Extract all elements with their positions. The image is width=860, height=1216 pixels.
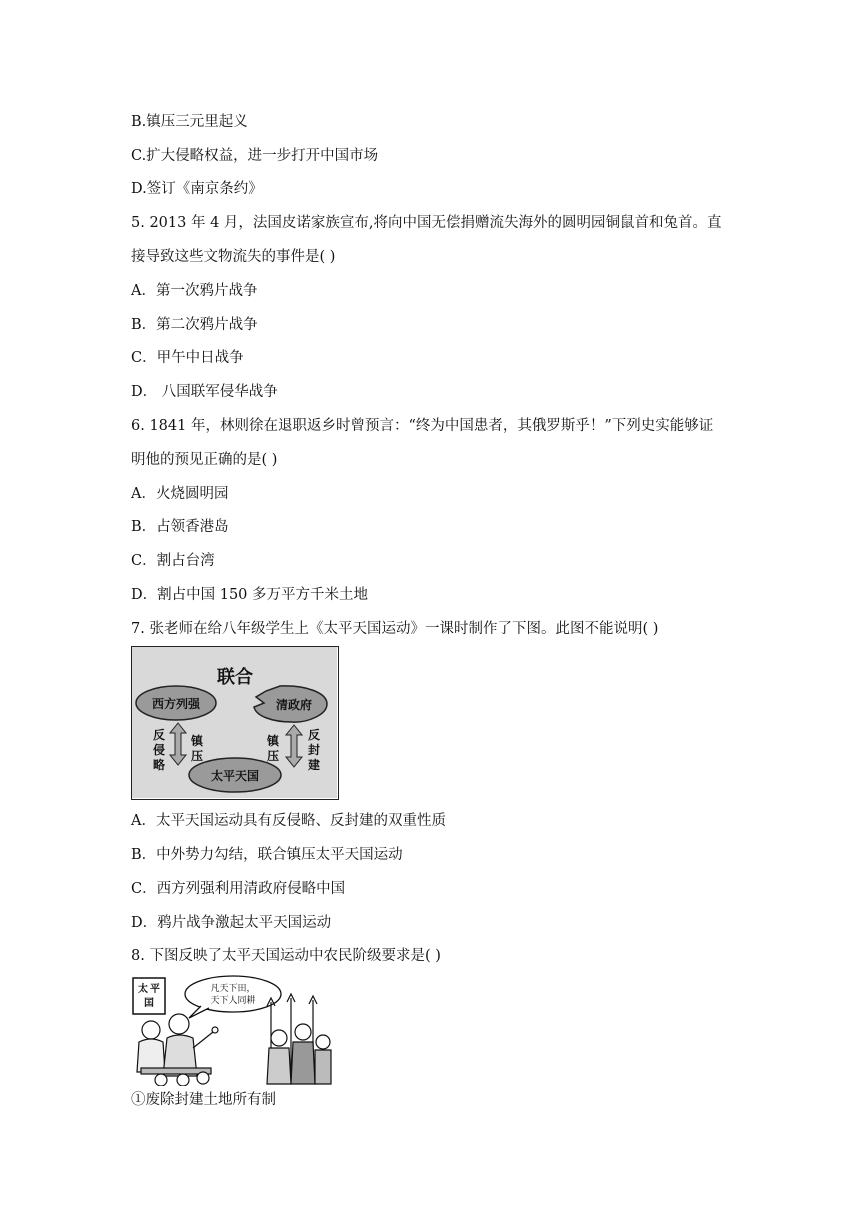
flag-label: 囯: [144, 998, 154, 1009]
svg-text:反封建: [308, 727, 320, 772]
diagram-label-anti-feudal: 建: [307, 758, 321, 772]
question-8: 8. 下图反映了太平天国运动中农民阶级要求是( ): [131, 948, 441, 964]
speech-line-2: 天下人同耕: [210, 996, 256, 1006]
diagram-label-suppress-left: 镇: [190, 734, 204, 748]
option-4c: C.扩大侵略权益，进一步打开中国市场: [131, 148, 379, 164]
question-7: 7. 张老师在给八年级学生上《太平天国运动》一课时制作了下图。此图不能说明( ): [131, 621, 659, 637]
diagram-node-qing-government: 清政府: [275, 698, 313, 712]
option-6a: A．火烧圆明园: [131, 486, 229, 502]
option-6b: B．占领香港岛: [131, 519, 229, 535]
option-5a: A．第一次鸦片战争: [131, 283, 258, 299]
diagram-node-western-powers: 西方列强: [151, 697, 201, 711]
question-5-line-1: 5. 2013 年 4 月，法国皮诺家族宣布,将向中国无偿捐赠流失海外的圆明园铜鼠首和兔首。直: [131, 215, 722, 231]
option-6d: D．割占中国 150 多万平方千米土地: [131, 587, 369, 603]
diagram-node-taiping: 太平天国: [210, 769, 260, 783]
statement-1: ①废除封建土地所有制: [131, 1092, 276, 1108]
option-7a: A．太平天国运动具有反侵略、反封建的双重性质: [131, 813, 446, 829]
diagram-label-suppress-right: 压: [266, 749, 280, 763]
question-5-line-2: 接导致这些文物流失的事件是( ): [131, 249, 336, 265]
option-5c: C．甲午中日战争: [131, 350, 244, 366]
taiping-land-cartoon: [131, 972, 333, 1086]
option-4d: D.签订《南京条约》: [131, 181, 263, 197]
option-5d: D． 八国联军侵华战争: [131, 384, 278, 400]
diagram-title: 联合: [217, 667, 253, 688]
flag-label: 平: [150, 984, 160, 995]
diagram-label-anti-feudal: 封: [307, 743, 321, 757]
option-5b: B．第二次鸦片战争: [131, 317, 258, 333]
speech-line-1: 凡天下田，: [210, 984, 256, 994]
svg-text:反侵略: [153, 727, 166, 772]
option-6c: C．割占台湾: [131, 553, 215, 569]
option-7b: B．中外势力勾结，联合镇压太平天国运动: [131, 847, 403, 863]
question-6-line-1: 6. 1841 年，林则徐在退职返乡时曾预言：“终为中国患者，其俄罗斯乎！”下列史实能够证: [131, 418, 714, 434]
option-7d: D．鸦片战争激起太平天国运动: [131, 915, 332, 931]
diagram-label-anti-aggression: 略: [152, 758, 166, 772]
flag-label: 太: [138, 984, 148, 995]
option-7c: C．西方列强利用清政府侵略中国: [131, 881, 346, 897]
diagram-label-anti-aggression: 反: [152, 728, 166, 742]
diagram-label-anti-aggression: 侵: [152, 743, 166, 757]
diagram-label-suppress-right: 镇: [266, 734, 280, 748]
diagram-label-anti-feudal: 反: [307, 728, 321, 742]
question-6-line-2: 明他的预见正确的是( ): [131, 452, 278, 468]
taiping-relation-diagram: [131, 646, 339, 800]
diagram-label-suppress-left: 压: [190, 749, 204, 763]
option-4b: B.镇压三元里起义: [131, 114, 248, 130]
